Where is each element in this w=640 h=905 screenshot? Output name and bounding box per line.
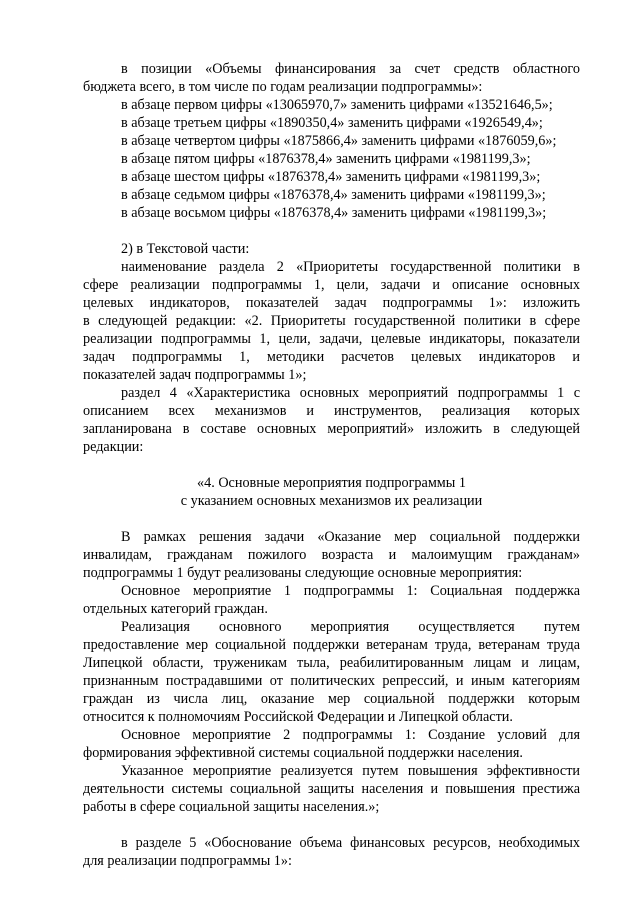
text-line: сфере реализации подпрограммы 1, цели, задачи и описание основных <box>83 277 580 293</box>
text-line: подпрограммы 1 будут реализованы следующие основные мероприятия: <box>83 565 523 581</box>
text-line: бюджета всего, в том числе по годам реализации подпрограммы»: <box>83 79 483 95</box>
text-line: признанным пострадавшими от политических репрессий, и иным категориям <box>83 673 580 689</box>
text-line: описанием всех механизмов и инструментов, реализация которых <box>83 403 580 419</box>
text-line: отдельных категорий граждан. <box>83 601 268 617</box>
text-line: раздел 4 «Характеристика основных мероприятий подпрограммы 1 с <box>121 385 580 401</box>
text-line: в абзаце шестом цифры «1876378,4» заменить цифрами «1981199,3»; <box>121 169 541 185</box>
text-line: в разделе 5 «Обоснование объема финансовых ресурсов, необходимых <box>121 835 580 851</box>
text-line: в абзаце восьмом цифры «1876378,4» заменить цифрами «1981199,3»; <box>121 205 547 221</box>
text-line: Липецкой области, труженикам тыла, реабилитированным лицам и лицам, <box>83 655 580 671</box>
text-line: наименование раздела 2 «Приоритеты государственной политики в <box>121 259 580 275</box>
text-line: предоставление мер социальной поддержки ветеранам труда, ветеранам труда <box>83 637 580 653</box>
text-line: инвалидам, гражданам пожилого возраста и малоимущим гражданам» <box>83 547 580 563</box>
text-line: для реализации подпрограммы 1»: <box>83 853 292 869</box>
text-line: относится к полномочиям Российской Федерации и Липецкой области. <box>83 709 513 725</box>
text-line: Основное мероприятие 2 подпрограммы 1: Создание условий для <box>121 727 580 743</box>
text-line: 2) в Текстовой части: <box>121 241 250 257</box>
section-heading-line: с указанием основных механизмов их реализации <box>180 493 483 509</box>
text-line: работы в сфере социальной защиты населения.»; <box>83 799 380 815</box>
text-line: в позиции «Объемы финансирования за счет средств областного <box>121 61 580 77</box>
text-line: формирования эффективной системы социальной поддержки населения. <box>83 745 523 761</box>
text-line: показателей задач подпрограммы 1»; <box>83 367 307 383</box>
text-line: в абзаце седьмом цифры «1876378,4» заменить цифрами «1981199,3»; <box>121 187 546 203</box>
text-line: запланирована в составе основных мероприятий» изложить в следующей <box>83 421 580 437</box>
text-line: в абзаце четвертом цифры «1875866,4» заменить цифрами «1876059,6»; <box>121 133 557 149</box>
text-line: редакции: <box>83 439 144 455</box>
text-line: деятельности системы социальной защиты населения и повышения престижа <box>83 781 580 797</box>
text-line: в следующей редакции: «2. Приоритеты государственной политики в сфере <box>83 313 580 329</box>
text-line: Реализация основного мероприятия осуществляется путем <box>121 619 580 635</box>
text-line: Основное мероприятие 1 подпрограммы 1: Социальная поддержка <box>121 583 580 599</box>
section-heading-line: «4. Основные мероприятия подпрограммы 1 <box>197 475 466 491</box>
text-line: граждан из числа лиц, оказание мер социальной поддержки которым <box>83 691 580 707</box>
text-line: Указанное мероприятие реализуется путем повышения эффективности <box>121 763 580 779</box>
text-line: реализации подпрограммы 1, цели, задачи, целевые индикаторы, показатели <box>83 331 580 347</box>
text-line: В рамках решения задачи «Оказание мер социальной поддержки <box>121 529 580 545</box>
text-line: в абзаце первом цифры «13065970,7» заменить цифрами «13521646,5»; <box>121 97 553 113</box>
text-line: задач подпрограммы 1, методики расчетов целевых индикаторов и <box>83 349 580 365</box>
text-line: в абзаце третьем цифры «1890350,4» заменить цифрами «1926549,4»; <box>121 115 543 131</box>
text-line: в абзаце пятом цифры «1876378,4» заменить цифрами «1981199,3»; <box>121 151 531 167</box>
text-line: целевых индикаторов, показателей задач подпрограммы 1»: изложить <box>83 295 580 311</box>
